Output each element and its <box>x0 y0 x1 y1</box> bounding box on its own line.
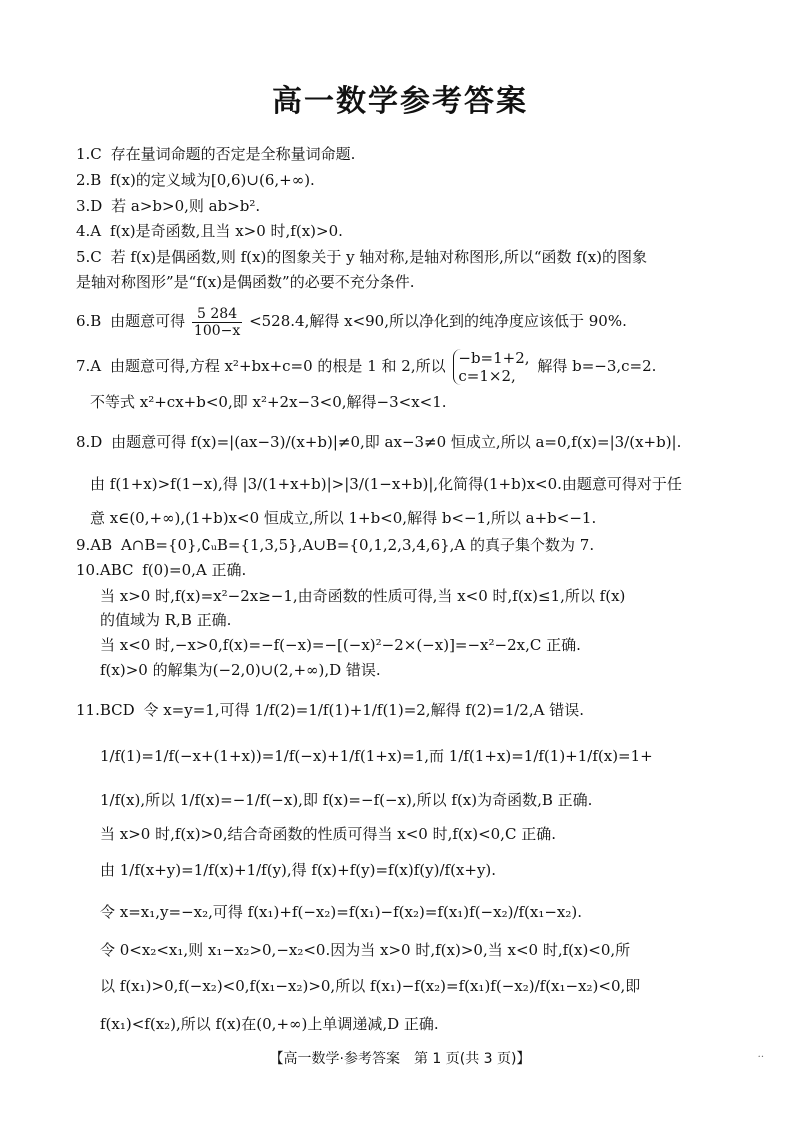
answer-line-11-cont6 <box>100 940 630 960</box>
question-number: 1.C <box>76 145 102 163</box>
answer-text: 当 x>0 时,f(x)>0,结合奇函数的性质可得当 x<0 时,f(x)<0,C 正确. <box>100 825 556 843</box>
answer-line-7 <box>76 346 656 386</box>
question-number: 9.AB <box>76 536 113 554</box>
page-footer: 【高一数学·参考答案 第 1 页(共 3 页)】 <box>269 1051 531 1067</box>
answer-line-4 <box>76 221 357 241</box>
answer-text: f(0)=0,A 正确. <box>142 561 247 579</box>
answer-text: f(x₁)<f(x₂),所以 f(x)在(0,+∞)上单调递减,D 正确. <box>100 1015 439 1033</box>
answer-text: A∩B={0},∁ᵤB={1,3,5},A∪B={0,1,2,3,4,6},A 的真子集个数为 7. <box>120 536 595 554</box>
answer-line-11-cont3 <box>100 824 556 844</box>
question-number: 6.B <box>76 312 102 330</box>
answer-text: 当 x>0 时,f(x)=x²−2x≥−1,由奇函数的性质可得,当 x<0 时,f(x)≤1,所以 f(x) <box>100 587 626 605</box>
fraction <box>192 306 242 339</box>
answer-text: 意 x∈(0,+∞),(1+b)x<0 恒成立,所以 1+b<0,解得 b<−1,所以 a+b<−1. <box>90 509 597 527</box>
answer-line-8 <box>76 432 695 452</box>
question-number: 3.D <box>76 197 103 215</box>
answer-line-11-cont5 <box>100 902 582 922</box>
answer-text: <528.4,解得 x<90,所以净化到的纯净度应该低于 90%. <box>249 312 627 330</box>
answer-line-5 <box>76 247 661 267</box>
question-number: 5.C <box>76 248 102 266</box>
answer-text: 若 f(x)是偶函数,则 f(x)的图象关于 y 轴对称,是轴对称图形,所以“函数 f(x)的图象 <box>110 248 648 266</box>
question-number: 11.BCD <box>76 701 135 719</box>
answer-line-10-cont2 <box>100 610 231 630</box>
answer-text: 是轴对称图形”是“f(x)是偶函数”的必要不充分条件. <box>76 273 415 291</box>
answer-line-11-cont4 <box>100 860 496 880</box>
answer-line-5-cont <box>76 272 415 292</box>
answer-text: f(x)是奇函数,且当 x>0 时,f(x)>0. <box>109 222 343 240</box>
question-number: 2.B <box>76 171 102 189</box>
answer-text: 令 0<x₂<x₁,则 x₁−x₂>0,−x₂<0.因为当 x>0 时,f(x)>0,当 x<0 时,f(x)<0,所 <box>100 941 631 959</box>
equation-2: c=1×2, <box>458 367 516 385</box>
answer-text: 由题意可得 <box>110 312 186 330</box>
answer-text: f(x)的定义域为[0,6)∪(6,+∞). <box>110 171 315 189</box>
answer-line-11-cont2 <box>100 790 592 810</box>
answer-text: 若 a>b>0,则 ab>b². <box>111 197 261 215</box>
answer-line-11-cont7 <box>100 976 640 996</box>
answer-text: 由题意可得 f(x)=|(ax−3)/(x+b)|≠0,即 ax−3≠0 恒成立,所以 a=0,f(x)=|3/(x+b)|. <box>111 433 682 451</box>
answer-line-10-cont4 <box>100 660 381 680</box>
answer-text: 1/f(x),所以 1/f(x)=−1/f(−x),即 f(x)=−f(−x),所以 f(x)为奇函数,B 正确. <box>100 791 593 809</box>
answer-text: 令 x=x₁,y=−x₂,可得 f(x₁)+f(−x₂)=f(x₁)−f(x₂)=f(x₁)f(−x₂)/f(x₁−x₂). <box>100 903 583 921</box>
answer-line-9 <box>76 535 608 555</box>
equation-1: −b=1+2, <box>458 349 530 367</box>
answer-line-2 <box>76 170 329 190</box>
question-number: 4.A <box>76 222 102 240</box>
answer-text: 的值域为 R,B 正确. <box>100 611 232 629</box>
answer-line-6 <box>76 303 627 339</box>
page-title: 高一数学参考答案 <box>272 84 528 119</box>
answer-text: 以 f(x₁)>0,f(−x₂)<0,f(x₁−x₂)>0,所以 f(x₁)−f(x₂)=f(x₁)f(−x₂)/f(x₁−x₂)<0,即 <box>100 977 641 995</box>
answer-text: 由 1/f(x+y)=1/f(x)+1/f(y),得 f(x)+f(y)=f(x)f(y)/f(x+y). <box>100 861 497 879</box>
question-number: 10.ABC <box>76 561 134 579</box>
fraction-denominator: 100−x <box>193 322 241 339</box>
answer-text: 当 x<0 时,−x>0,f(x)=−f(−x)=−[(−x)²−2×(−x)]=−x²−2x,C 正确. <box>100 636 581 654</box>
answer-text: f(x)>0 的解集为(−2,0)∪(2,+∞),D 错误. <box>100 661 381 679</box>
equation-system <box>453 349 529 385</box>
fraction-numerator: 5 284 <box>192 306 242 323</box>
answer-line-11-cont8 <box>100 1014 439 1034</box>
answer-text: 解得 b=−3,c=2. <box>537 357 657 375</box>
question-number: 8.D <box>76 433 103 451</box>
answer-text: 由题意可得,方程 x²+bx+c=0 的根是 1 和 2,所以 <box>109 357 446 375</box>
answer-line-8-cont2 <box>90 508 596 528</box>
answer-line-3 <box>76 196 274 216</box>
answer-text: 存在量词命题的否定是全称量词命题. <box>110 145 356 163</box>
answer-line-10-cont3 <box>100 635 581 655</box>
question-number: 7.A <box>76 357 102 375</box>
answer-text: 由 f(1+x)>f(1−x),得 |3/(1+x+b)|>|3/(1−x+b)|,化简得(1+b)x<0.由题意可得对于任 <box>90 475 682 493</box>
answer-line-11 <box>76 700 598 720</box>
answer-line-8-cont <box>90 474 682 494</box>
corner-mark: ·· <box>757 1052 764 1063</box>
answer-text: 不等式 x²+cx+b<0,即 x²+2x−3<0,解得−3<x<1. <box>90 393 447 411</box>
answer-line-7-cont <box>90 392 447 412</box>
answer-line-10-cont <box>100 586 625 606</box>
answer-line-10 <box>76 560 260 580</box>
answer-line-1 <box>76 144 369 164</box>
answer-line-11-cont <box>100 746 653 766</box>
answer-text: 令 x=y=1,可得 1/f(2)=1/f(1)+1/f(1)=2,解得 f(2)=1/2,A 错误. <box>143 701 584 719</box>
answer-text: 1/f(1)=1/f(−x+(1+x))=1/f(−x)+1/f(1+x)=1,而 1/f(1+x)=1/f(1)+1/f(x)=1+ <box>100 747 653 765</box>
